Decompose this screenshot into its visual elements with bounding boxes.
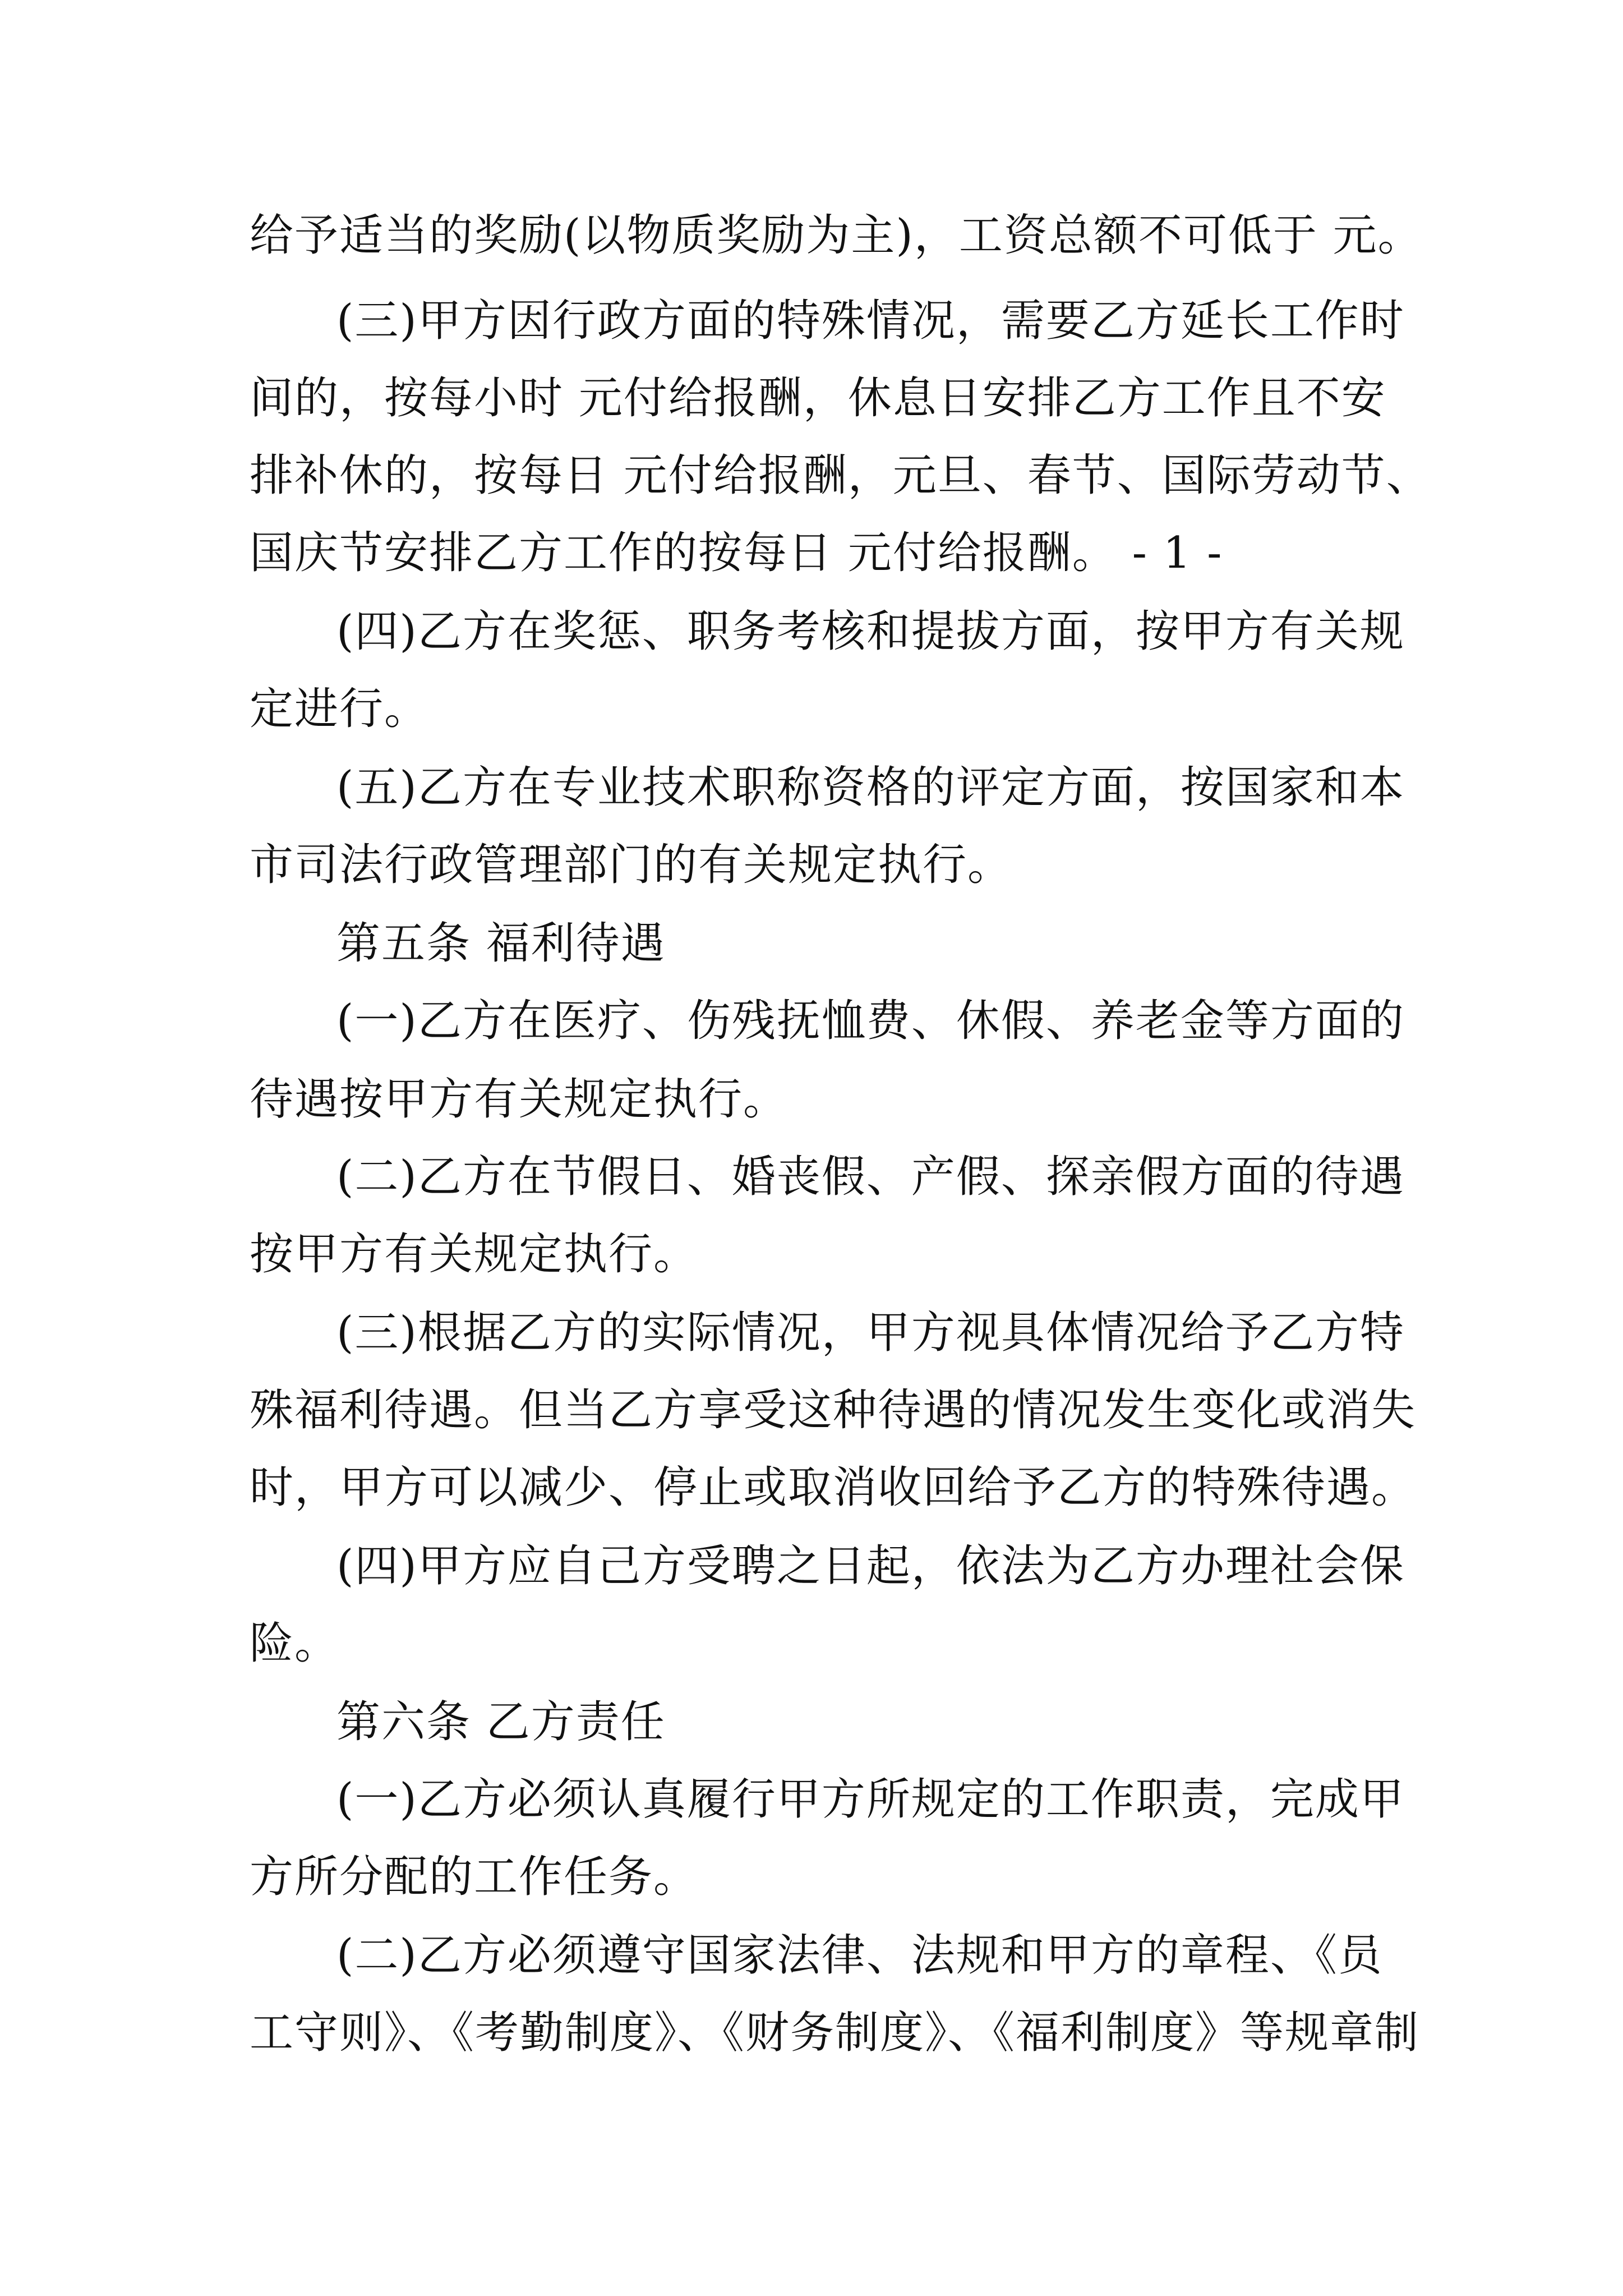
section-heading: 第五条 福利待遇 bbox=[336, 918, 666, 969]
text-line: 排补休的，按每日 元付给报酬，元旦、春节、国际劳动节、 bbox=[250, 450, 1431, 501]
text-line: (二)乙方必须遵守国家法律、法规和甲方的章程、《员 bbox=[336, 1930, 1383, 1981]
text-line: (一)乙方在医疗、伤残抚恤费、休假、养老金等方面的 bbox=[336, 996, 1405, 1046]
text-line: 间的，按每小时 元付给报酬，休息日安排乙方工作且不安 bbox=[250, 373, 1386, 424]
text-line: (五)乙方在专业技术职称资格的评定方面，按国家和本 bbox=[336, 762, 1405, 813]
text-line: 定进行。 bbox=[250, 684, 430, 734]
text-line: (一)乙方必须认真履行甲方所规定的工作职责，完成甲 bbox=[336, 1774, 1405, 1825]
text-line: (三)根据乙方的实际情况，甲方视具体情况给予乙方特 bbox=[336, 1308, 1405, 1358]
text-line: 时，甲方可以减少、停止或取消收回给予乙方的特殊待遇。 bbox=[250, 1462, 1417, 1513]
text-line: 险。 bbox=[250, 1618, 340, 1669]
text-line: 殊福利待遇。但当乙方享受这种待遇的情况发生变化或消失 bbox=[250, 1385, 1417, 1435]
text-line: 国庆节安排乙方工作的按每日 元付给报酬。 - 1 - bbox=[250, 528, 1223, 578]
text-line: (三)甲方因行政方面的特殊情况，需要乙方延长工作时 bbox=[336, 296, 1405, 346]
text-line: 按甲方有关规定执行。 bbox=[250, 1229, 699, 1280]
text-line: (二)乙方在节假日、婚丧假、产假、探亲假方面的待遇 bbox=[336, 1152, 1405, 1202]
text-line: (四)甲方应自己方受聘之日起，依法为乙方办理社会保 bbox=[336, 1541, 1405, 1591]
text-line: 市司法行政管理部门的有关规定执行。 bbox=[250, 840, 1013, 890]
text-line: 待遇按甲方有关规定执行。 bbox=[250, 1074, 789, 1125]
section-heading: 第六条 乙方责任 bbox=[336, 1697, 666, 1747]
text-line: 给予适当的奖励(以物质奖励为主)，工资总额不可低于 元。 bbox=[250, 210, 1423, 261]
text-line: 方所分配的工作任务。 bbox=[250, 1852, 699, 1902]
text-line: 工守则》、《考勤制度》、《财务制度》、《福利制度》等规章制 bbox=[250, 2008, 1420, 2058]
text-line: (四)乙方在奖惩、职务考核和提拔方面，按甲方有关规 bbox=[336, 606, 1405, 657]
